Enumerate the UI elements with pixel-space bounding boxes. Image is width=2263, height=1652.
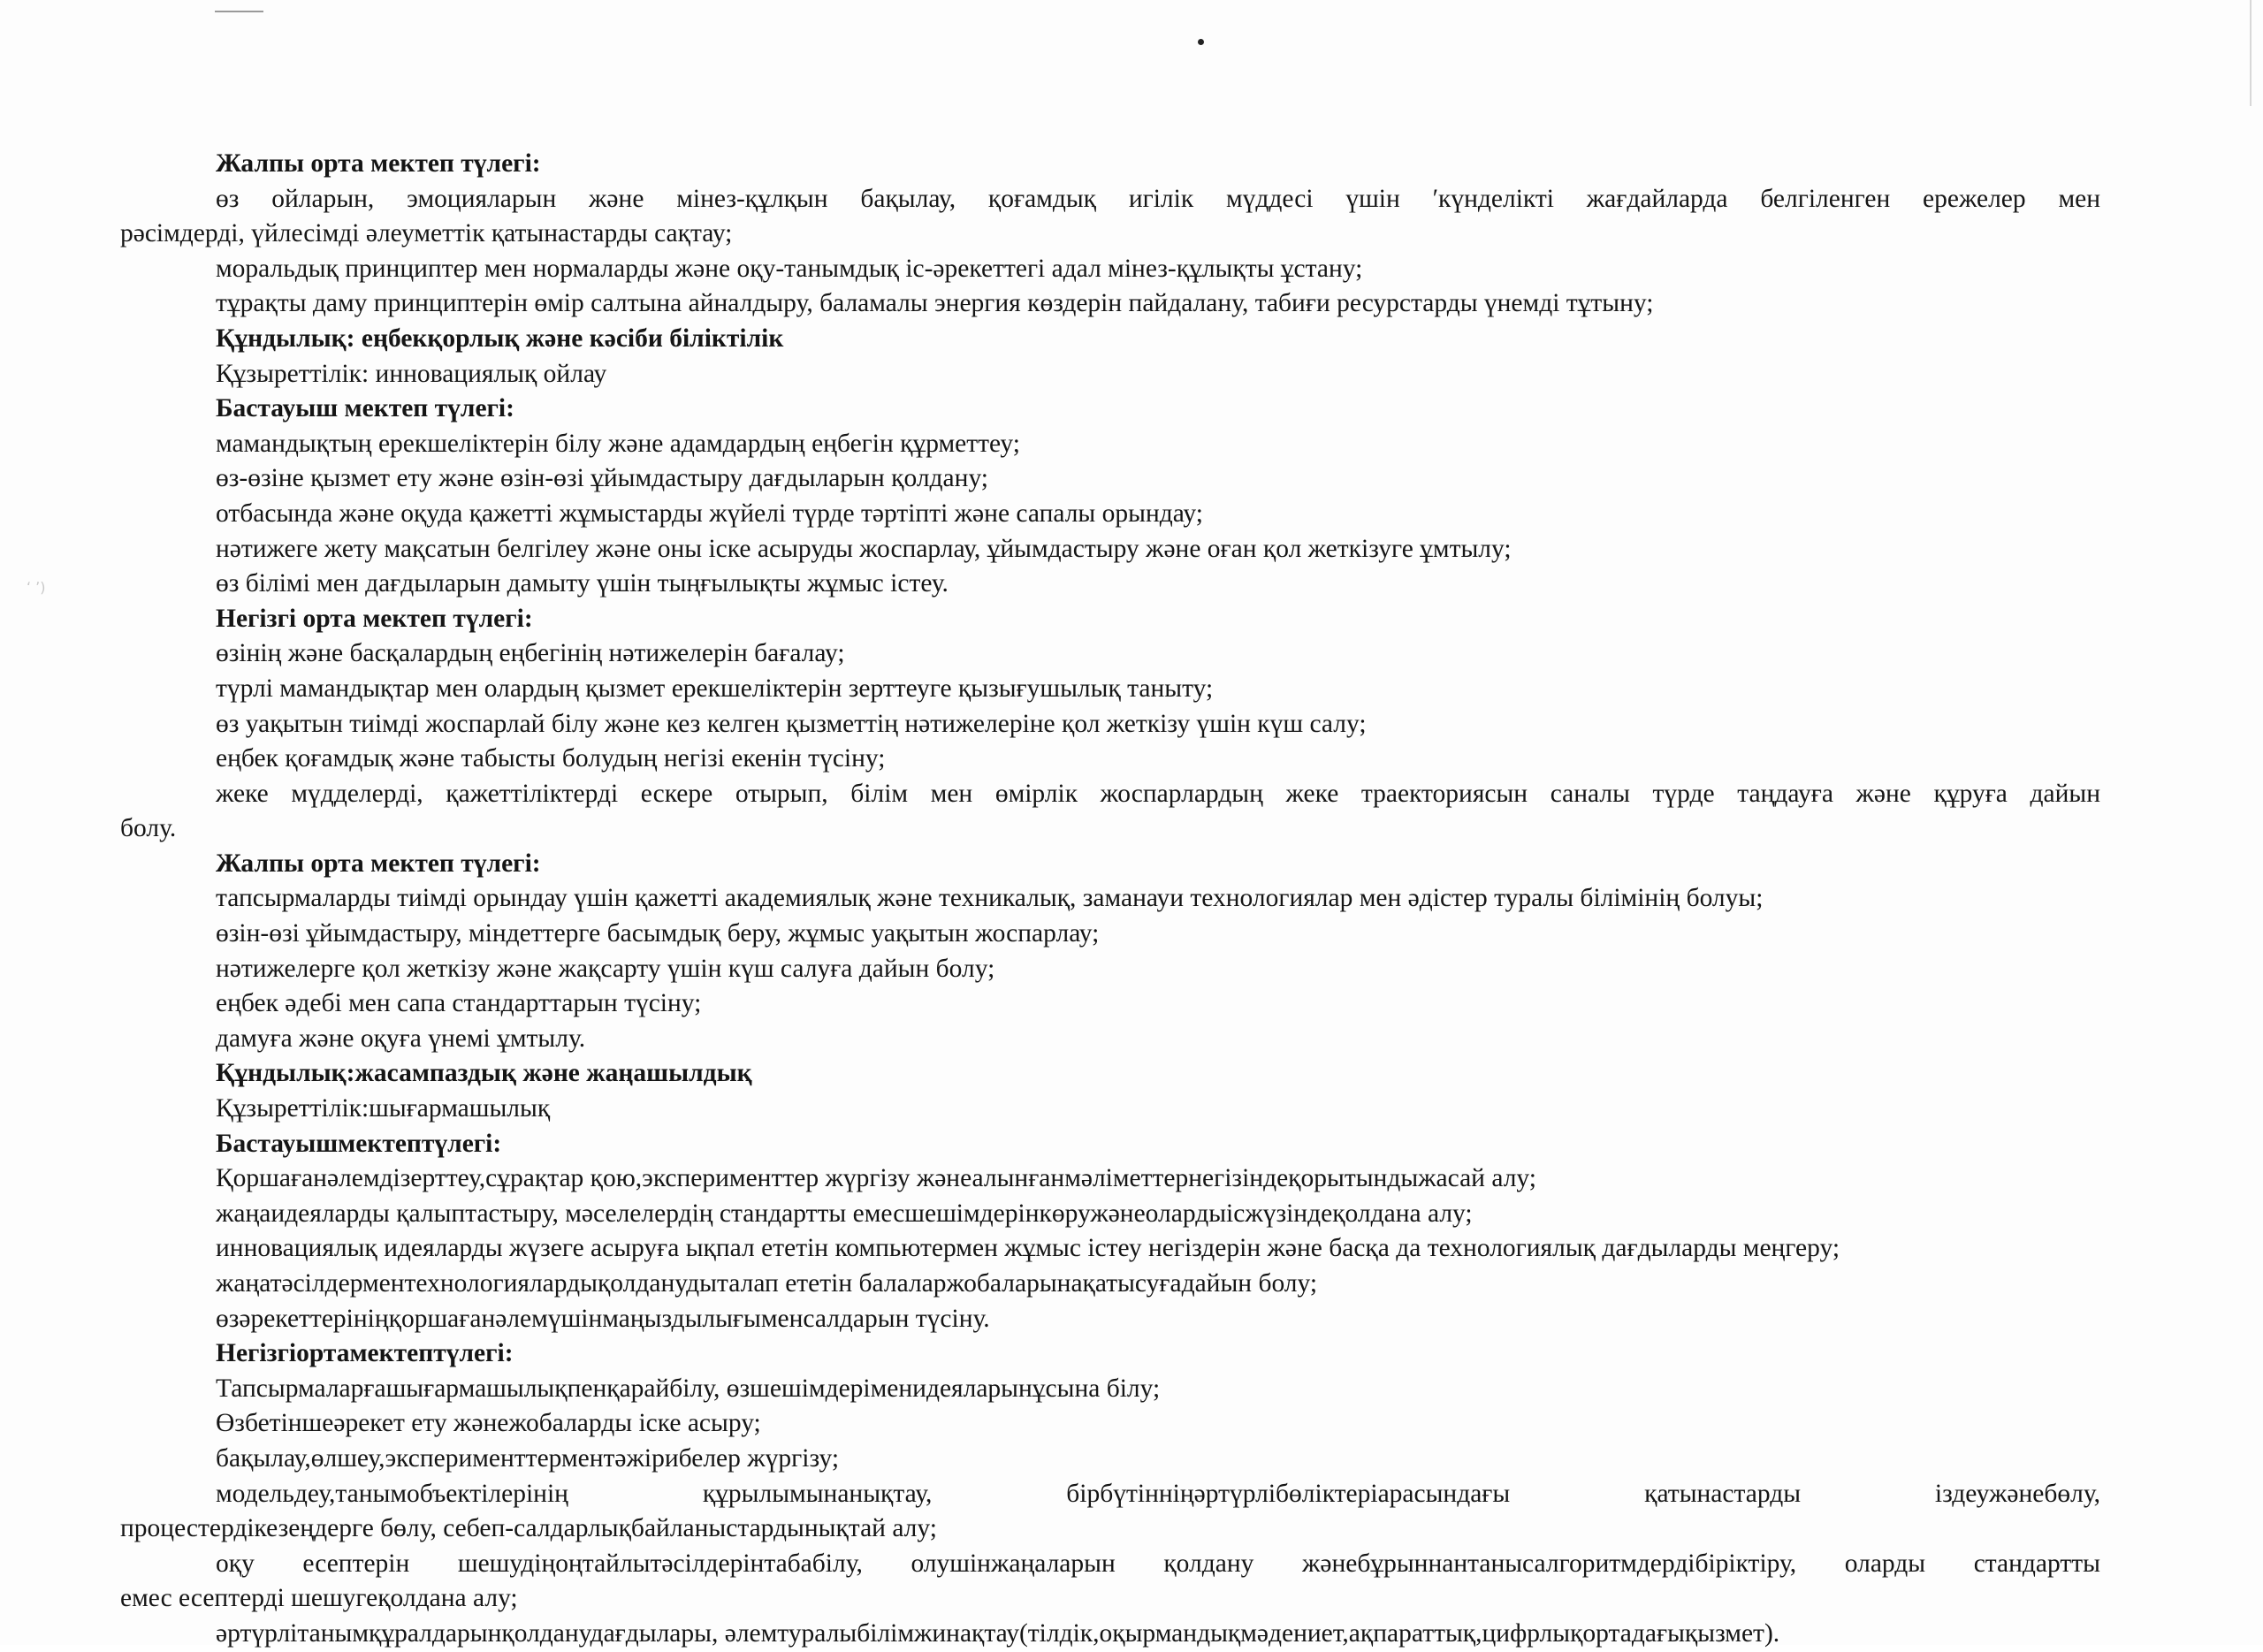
section-heading: Бастауышмектептүлегі: [216,1129,502,1158]
section-heading: Құндылық:жасампаздық және жаңашылдық [216,1059,752,1088]
section-heading: Негізгіортамектептүлегі: [216,1339,514,1368]
document-body [120,147,2100,1652]
text-line: оқу есептерін шешудіңоңтайлытәсілдерінтабабілу, олушінжаңаларын қолдану жәнебұрыннантанысалгоритмдердібіріктіру, оларды стандартты [216,1549,2100,1578]
text-line: еңбек қоғамдық және табысты болудың негізі екенін түсіну; [216,744,886,773]
scan-artifact-dot [1198,39,1204,45]
text-line: бақылау,өлшеу,эксперименттерментәжірибелер жүргізу; [216,1443,840,1473]
text-line: Қоршағанәлемдізерттеу,сұрақтар қою,эксперименттер жүргізу жәнеалынғанмәліметтернегізіндеқорытындыжасай алу; [216,1164,1536,1193]
text-line: процестердікезеңдерге бөлу, себеп-салдарлықбайланыстардынықтай алу; [120,1514,937,1543]
text-line: мамандықтың ерекшеліктерін білу және адамдардың еңбегін құрметтеу; [216,429,1020,458]
text-line: тапсырмаларды тиімді орындау үшін қажетті академиялық және техникалық, заманауи технологиялар мен әдістер туралы білімінің болуы; [216,884,1764,913]
text-line: түрлі мамандықтар мен олардың қызмет ерекшеліктерін зерттеуге қызығушылық таныту; [216,674,1214,703]
text-line: өз ойларын, эмоцияларын және мінез-құлқын бақылау, қоғамдық игілік мүддесі үшін ʹкүнделікті жағдайларда белгіленген ережелер мен [216,184,2100,213]
text-line: дамуға және оқуға үнемі ұмтылу. [216,1024,586,1053]
text-line: рәсімдерді, үйлесімді әлеуметтік қатынастарды сақтау; [120,219,733,248]
scan-artifact-line [215,11,263,12]
section-heading: Жалпы орта мектеп түлегі: [216,849,541,878]
text-line: өз уақытын тиімді жоспарлай білу және кез келген қызметтің нәтижелеріне қол жеткізу үшін күш салу; [216,709,1367,738]
text-line: моральдық принциптер мен нормаларды және оқу-танымдық іс-әрекеттегі адал мінез-құлықты ұстану; [216,254,1363,283]
text-line: әртүрлітанымқұралдарынқолданудағдылары, әлемтуралыбілімжинақтау(тілдік,оқырмандықмәдениет,ақпараттық,цифрлықортадағықызмет). [216,1618,1780,1648]
text-line: еңбек әдебі мен сапа стандарттарын түсіну; [216,989,702,1018]
text-line: өз-өзіне қызмет ету және өзін-өзі ұйымдастыру дағдыларын қолдану; [216,464,988,493]
margin-artifact-mark: ʻ ʼ) [27,579,46,596]
text-line: емес есептерді шешугеқолдана алу; [120,1584,518,1613]
text-line: инновациялық идеяларды жүзеге асыруға ықпал ететін компьютермен жұмыс істеу негіздерін және басқа да технологиялық дағдыларды меңгеру; [216,1234,1840,1263]
text-line: модельдеу,танымобъектілерінің құрылымынанықтау, бірбүтінніңәртүрлібөліктеріарасындағы қатынастарды іздеужәнебөлу, [216,1479,2100,1508]
scan-artifact-edge [2250,0,2252,106]
text-line: Құзыреттілік:шығармашылық [216,1094,551,1123]
section-heading: Негізгі орта мектеп түлегі: [216,604,533,633]
text-line: өзін-өзі ұйымдастыру, міндеттерге басымдық беру, жұмыс уақытын жоспарлау; [216,919,1100,948]
text-line: жаңаидеяларды қалыптастыру, мәселелердің стандартты емесшешімдерінкөружәнеолардыісжүзіндеқолдана алу; [216,1199,1473,1228]
text-line: нәтижеге жету мақсатын белгілеу және оны іске асыруды жоспарлау, ұйымдастыру және оған қол жеткізуге ұмтылу; [216,534,1512,563]
text-line: болу. [120,814,177,843]
text-line: өзінің және басқалардың еңбегінің нәтижелерін бағалау; [216,639,845,668]
section-heading: Бастауыш мектеп түлегі: [216,394,514,423]
text-line: Тапсырмаларғашығармашылықпенқарайбілу, өзшешімдеріменидеяларынұсына білу; [216,1374,1161,1403]
text-line: Құзыреттілік: инновациялық ойлау [216,359,607,388]
section-heading: Жалпы орта мектеп түлегі: [216,149,541,178]
section-heading: Құндылық: еңбекқорлық және кәсіби біліктілік [216,324,784,353]
text-line: жеке мүдделерді, қажеттіліктерді ескере отырып, білім мен өмірлік жоспарлардың жеке траекториясын саналы түрде таңдауға және құруға дайын [216,779,2100,808]
text-line: жаңатәсілдерментехнологиялардықолданудыталап ететін балаларжобаларынақатысуғадайын болу; [216,1269,1318,1298]
text-line: тұрақты даму принциптерін өмір салтына айналдыру, баламалы энергия көздерін пайдалану, табиғи ресурстарды үнемді тұтыну; [216,289,1654,318]
text-line: өзәрекеттерініңқоршағанәлемүшінмаңыздылығыменсалдарын түсіну. [216,1304,990,1333]
text-line: өз білімі мен дағдыларын дамыту үшін тыңғылықты жұмыс істеу. [216,569,949,598]
text-line: отбасында және оқуда қажетті жұмыстарды жүйелі түрде тәртіпті және сапалы орындау; [216,499,1203,528]
text-line: Өзбетіншеәрекет ету жәнежобаларды іске асыру; [216,1409,761,1438]
text-line: нәтижелерге қол жеткізу және жақсарту үшін күш салуға дайын болу; [216,954,995,983]
